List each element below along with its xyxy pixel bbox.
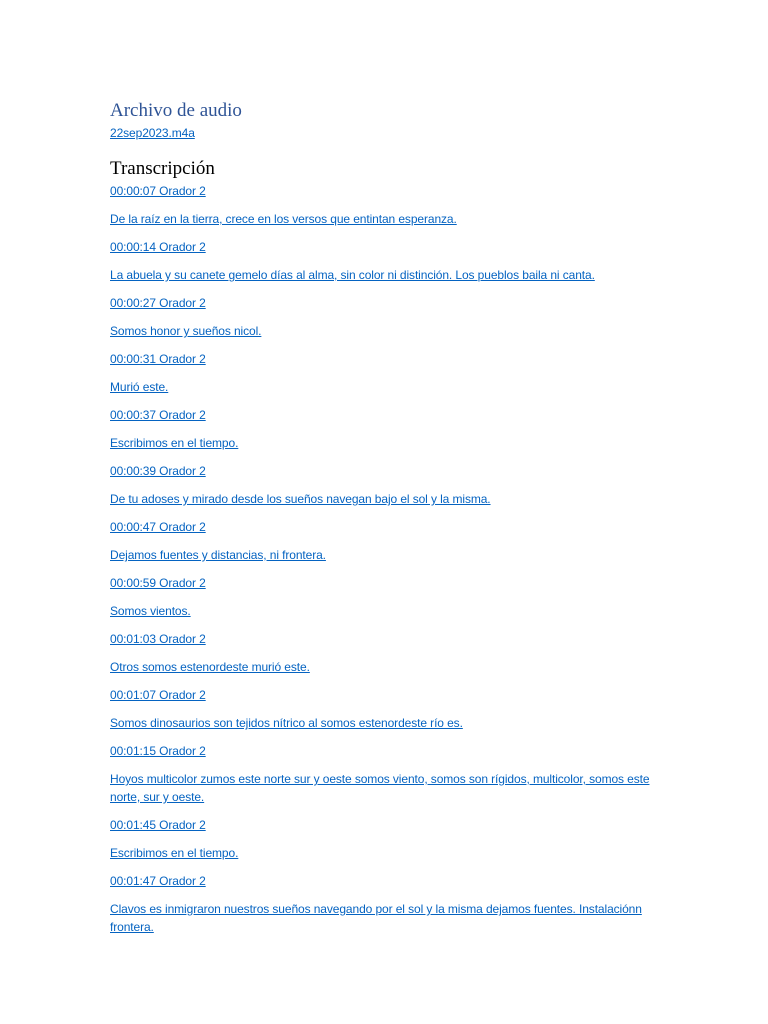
audio-file-line: [110, 124, 670, 141]
transcript-text-link[interactable]: De tu adoses y mirado desde los sueños navegan bajo el sol y la misma.: [110, 492, 491, 506]
transcript-text-line: [110, 900, 670, 936]
document-page: [110, 100, 670, 946]
transcript-text-line: [110, 210, 670, 228]
transcript-text-line: [110, 658, 670, 676]
transcript-timestamp-link[interactable]: 00:01:15 Orador 2: [110, 744, 206, 758]
transcript-text-line: [110, 770, 670, 806]
transcript-timestamp-link[interactable]: 00:00:07 Orador 2: [110, 184, 206, 198]
transcript-text-line: [110, 602, 670, 620]
transcript-timestamp-line: [110, 816, 670, 834]
transcript-text-link[interactable]: Escribimos en el tiempo.: [110, 846, 239, 860]
transcript-timestamp-line: [110, 238, 670, 256]
transcript-timestamp-link[interactable]: 00:01:47 Orador 2: [110, 874, 206, 888]
transcript-timestamp-line: [110, 182, 670, 200]
transcript-text-link[interactable]: Murió este.: [110, 380, 169, 394]
transcript-text-link[interactable]: Otros somos estenordeste murió este.: [110, 660, 310, 674]
transcript-timestamp-line: [110, 574, 670, 592]
transcript-timestamp-link[interactable]: 00:00:27 Orador 2: [110, 296, 206, 310]
transcript-timestamp-line: [110, 872, 670, 890]
transcript-timestamp-line: [110, 294, 670, 312]
transcript-text-link[interactable]: Hoyos multicolor zumos este norte sur y oeste somos viento, somos son rígidos, multicolor, somos este norte, sur y oeste.: [110, 772, 650, 804]
transcript-timestamp-link[interactable]: 00:00:31 Orador 2: [110, 352, 206, 366]
transcript-entries: [110, 182, 670, 936]
transcript-timestamp-line: [110, 686, 670, 704]
transcript-timestamp-line: [110, 742, 670, 760]
transcript-text-line: [110, 714, 670, 732]
transcript-text-line: [110, 266, 670, 284]
transcript-timestamp-line: [110, 462, 670, 480]
transcript-timestamp-link[interactable]: 00:01:45 Orador 2: [110, 818, 206, 832]
transcript-text-line: [110, 434, 670, 452]
transcript-timestamp-line: [110, 518, 670, 536]
transcript-timestamp-link[interactable]: 00:01:07 Orador 2: [110, 688, 206, 702]
transcript-text-line: [110, 378, 670, 396]
transcript-text-link[interactable]: De la raíz en la tierra, crece en los versos que entintan esperanza.: [110, 212, 457, 226]
transcript-text-link[interactable]: Escribimos en el tiempo.: [110, 436, 239, 450]
transcript-timestamp-line: [110, 350, 670, 368]
transcript-text-link[interactable]: Somos honor y sueños nicol.: [110, 324, 262, 338]
transcript-timestamp-link[interactable]: 00:00:37 Orador 2: [110, 408, 206, 422]
spacer: [110, 141, 670, 158]
transcript-text-line: [110, 546, 670, 564]
transcript-timestamp-link[interactable]: 00:00:39 Orador 2: [110, 464, 206, 478]
transcript-timestamp-line: [110, 630, 670, 648]
transcript-text-line: [110, 844, 670, 862]
transcript-timestamp-link[interactable]: 00:00:14 Orador 2: [110, 240, 206, 254]
transcript-timestamp-line: [110, 406, 670, 424]
transcript-heading: Transcripción: [110, 158, 215, 179]
transcript-text-link[interactable]: Somos vientos.: [110, 604, 191, 618]
transcript-text-line: [110, 490, 670, 508]
transcript-text-link[interactable]: Somos dinosaurios son tejidos nítrico al somos estenordeste río es.: [110, 716, 463, 730]
transcript-timestamp-link[interactable]: 00:00:47 Orador 2: [110, 520, 206, 534]
transcript-text-link[interactable]: Dejamos fuentes y distancias, ni frontera.: [110, 548, 326, 562]
transcript-text-link[interactable]: La abuela y su canete gemelo días al alma, sin color ni distinción. Los pueblos baila ni canta.: [110, 268, 595, 282]
transcript-timestamp-link[interactable]: 00:00:59 Orador 2: [110, 576, 206, 590]
transcript-text-link[interactable]: Clavos es inmigraron nuestros sueños navegando por el sol y la misma dejamos fuentes. Instalaciónn frontera.: [110, 902, 642, 934]
audio-file-link[interactable]: 22sep2023.m4a: [110, 126, 195, 140]
transcript-timestamp-link[interactable]: 00:01:03 Orador 2: [110, 632, 206, 646]
transcript-text-line: [110, 322, 670, 340]
audio-file-heading: Archivo de audio: [110, 100, 242, 121]
